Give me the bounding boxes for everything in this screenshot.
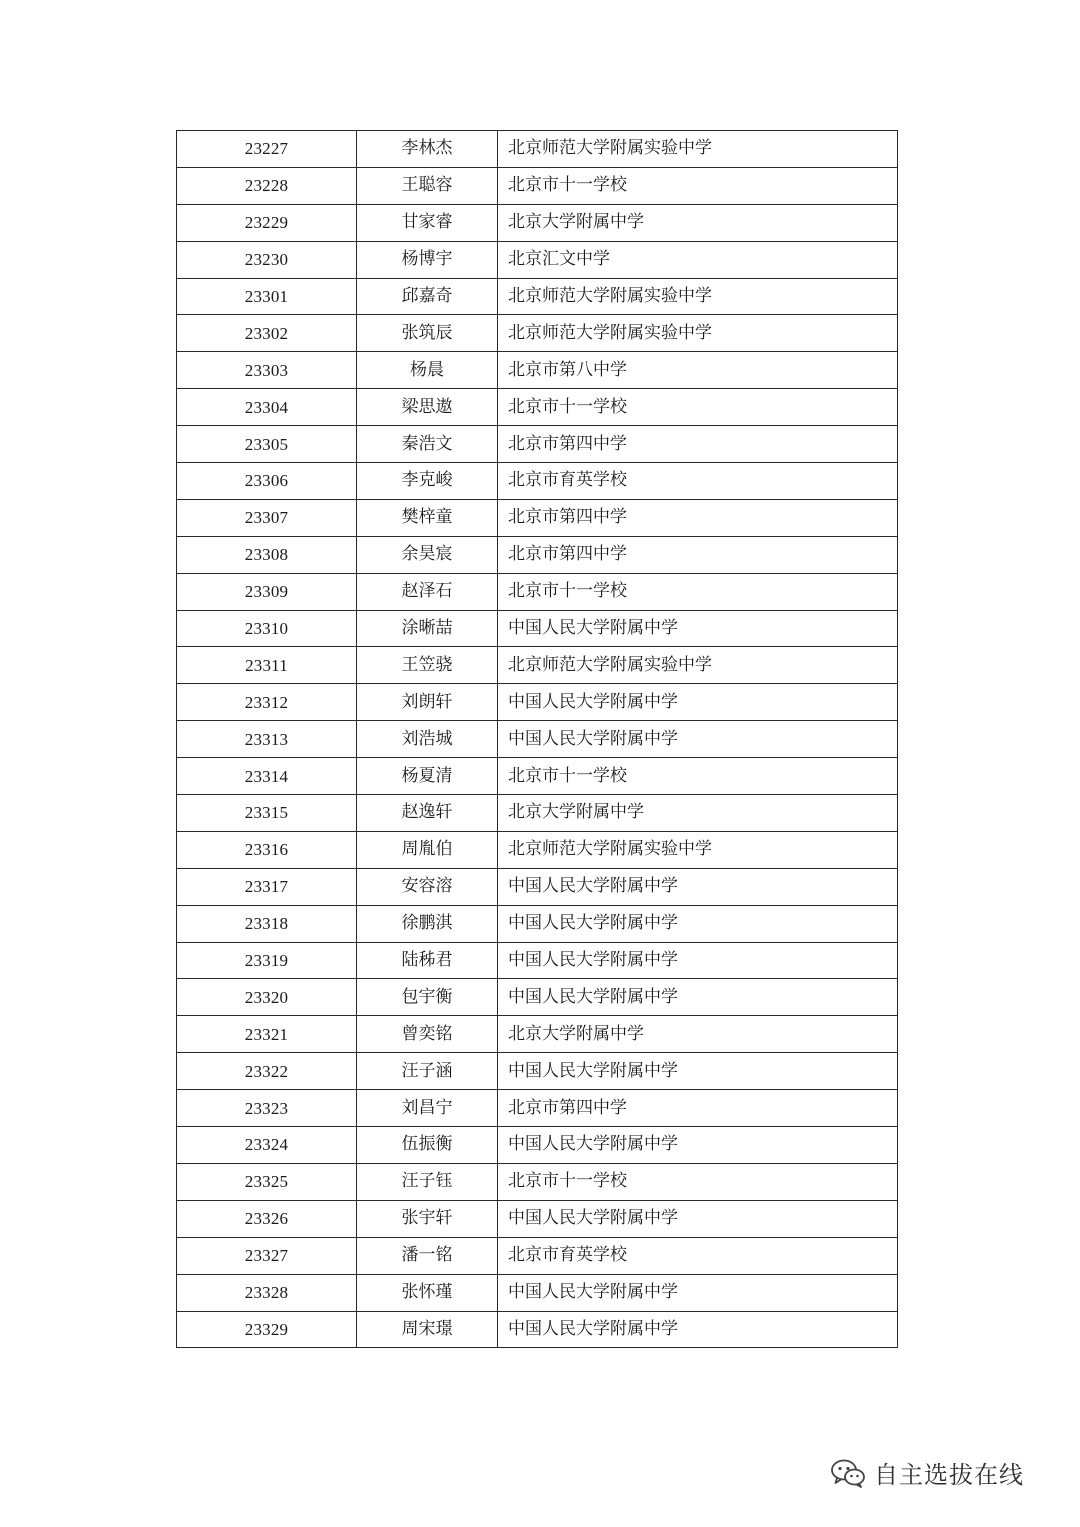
student-name-cell: 梁思遨: [357, 389, 498, 426]
student-name-cell: 刘昌宁: [357, 1090, 498, 1127]
school-name-cell: 中国人民大学附属中学: [498, 1311, 898, 1348]
student-name-cell: 安容溶: [357, 868, 498, 905]
table-row: [177, 795, 898, 832]
student-name-cell: 杨博宇: [357, 241, 498, 278]
table-row: [177, 573, 898, 610]
school-name-cell: 中国人民大学附属中学: [498, 979, 898, 1016]
student-name-cell: 涂晰喆: [357, 610, 498, 647]
table-row: [177, 1016, 898, 1053]
school-name-cell: 中国人民大学附属中学: [498, 942, 898, 979]
school-name-cell: 中国人民大学附属中学: [498, 721, 898, 758]
student-id-cell: 23308: [177, 536, 357, 573]
table-row: [177, 241, 898, 278]
table-row: [177, 315, 898, 352]
school-name-cell: 北京市第四中学: [498, 426, 898, 463]
student-id-cell: 23316: [177, 831, 357, 868]
student-id-cell: 23319: [177, 942, 357, 979]
student-name-cell: 王聪容: [357, 167, 498, 204]
student-name-cell: 包宇衡: [357, 979, 498, 1016]
school-name-cell: 北京师范大学附属实验中学: [498, 278, 898, 315]
student-id-cell: 23312: [177, 684, 357, 721]
table-row: [177, 352, 898, 389]
school-name-cell: 北京师范大学附属实验中学: [498, 131, 898, 168]
student-id-cell: 23318: [177, 905, 357, 942]
student-id-cell: 23309: [177, 573, 357, 610]
student-id-cell: 23328: [177, 1274, 357, 1311]
student-id-cell: 23229: [177, 204, 357, 241]
student-name-cell: 潘一铭: [357, 1237, 498, 1274]
student-id-cell: 23227: [177, 131, 357, 168]
table-row: [177, 131, 898, 168]
student-id-cell: 23320: [177, 979, 357, 1016]
student-name-cell: 余昊宸: [357, 536, 498, 573]
student-id-cell: 23326: [177, 1200, 357, 1237]
school-name-cell: 北京师范大学附属实验中学: [498, 647, 898, 684]
school-name-cell: 中国人民大学附属中学: [498, 868, 898, 905]
student-id-cell: 23310: [177, 610, 357, 647]
student-roster-table: [176, 130, 898, 1348]
student-name-cell: 汪子钰: [357, 1163, 498, 1200]
student-name-cell: 赵泽石: [357, 573, 498, 610]
student-id-cell: 23323: [177, 1090, 357, 1127]
student-name-cell: 陆秭君: [357, 942, 498, 979]
table-row: [177, 499, 898, 536]
student-id-cell: 23304: [177, 389, 357, 426]
school-name-cell: 中国人民大学附属中学: [498, 905, 898, 942]
student-id-cell: 23322: [177, 1053, 357, 1090]
student-id-cell: 23317: [177, 868, 357, 905]
school-name-cell: 北京市十一学校: [498, 389, 898, 426]
student-name-cell: 甘家睿: [357, 204, 498, 241]
school-name-cell: 北京市十一学校: [498, 167, 898, 204]
student-id-cell: 23329: [177, 1311, 357, 1348]
table-row: [177, 1163, 898, 1200]
student-name-cell: 张怀瑾: [357, 1274, 498, 1311]
table-row: [177, 610, 898, 647]
school-name-cell: 中国人民大学附属中学: [498, 610, 898, 647]
student-name-cell: 杨夏清: [357, 758, 498, 795]
student-name-cell: 刘朗轩: [357, 684, 498, 721]
table-row: [177, 1090, 898, 1127]
school-name-cell: 北京市十一学校: [498, 758, 898, 795]
table-row: [177, 1053, 898, 1090]
student-id-cell: 23315: [177, 795, 357, 832]
table-row: [177, 758, 898, 795]
table-row: [177, 1127, 898, 1164]
school-name-cell: 北京师范大学附属实验中学: [498, 315, 898, 352]
student-id-cell: 23324: [177, 1127, 357, 1164]
student-id-cell: 23305: [177, 426, 357, 463]
table-row: [177, 868, 898, 905]
table-row: [177, 721, 898, 758]
school-name-cell: 北京市第八中学: [498, 352, 898, 389]
school-name-cell: 北京市第四中学: [498, 536, 898, 573]
table-row: [177, 204, 898, 241]
table-row: [177, 1200, 898, 1237]
student-id-cell: 23306: [177, 463, 357, 500]
student-name-cell: 邱嘉奇: [357, 278, 498, 315]
table-row: [177, 1274, 898, 1311]
student-id-cell: 23321: [177, 1016, 357, 1053]
table-row: [177, 167, 898, 204]
student-name-cell: 伍振衡: [357, 1127, 498, 1164]
table-row: [177, 647, 898, 684]
table-row: [177, 1237, 898, 1274]
school-name-cell: 北京市第四中学: [498, 499, 898, 536]
school-name-cell: 北京大学附属中学: [498, 1016, 898, 1053]
roster-body: [177, 131, 898, 1348]
school-name-cell: 北京大学附属中学: [498, 204, 898, 241]
student-id-cell: 23307: [177, 499, 357, 536]
student-name-cell: 王笠骁: [357, 647, 498, 684]
student-name-cell: 周宋璟: [357, 1311, 498, 1348]
student-id-cell: 23327: [177, 1237, 357, 1274]
school-name-cell: 北京市育英学校: [498, 1237, 898, 1274]
wechat-icon: [830, 1458, 866, 1488]
student-name-cell: 杨晨: [357, 352, 498, 389]
student-id-cell: 23228: [177, 167, 357, 204]
student-id-cell: 23311: [177, 647, 357, 684]
school-name-cell: 北京汇文中学: [498, 241, 898, 278]
student-id-cell: 23314: [177, 758, 357, 795]
school-name-cell: 北京市第四中学: [498, 1090, 898, 1127]
school-name-cell: 中国人民大学附属中学: [498, 1200, 898, 1237]
student-name-cell: 周胤伯: [357, 831, 498, 868]
student-name-cell: 樊梓童: [357, 499, 498, 536]
student-id-cell: 23325: [177, 1163, 357, 1200]
student-id-cell: 23230: [177, 241, 357, 278]
table-row: [177, 905, 898, 942]
table-row: [177, 979, 898, 1016]
watermark: [830, 1455, 1024, 1490]
table-row: [177, 278, 898, 315]
student-name-cell: 张宇轩: [357, 1200, 498, 1237]
school-name-cell: 中国人民大学附属中学: [498, 1127, 898, 1164]
watermark-text: 自主选拔在线: [874, 1461, 1024, 1489]
student-name-cell: 刘浩城: [357, 721, 498, 758]
student-name-cell: 李林杰: [357, 131, 498, 168]
student-name-cell: 秦浩文: [357, 426, 498, 463]
table-row: [177, 1311, 898, 1348]
student-id-cell: 23302: [177, 315, 357, 352]
school-name-cell: 北京大学附属中学: [498, 795, 898, 832]
student-name-cell: 李克峻: [357, 463, 498, 500]
table-row: [177, 463, 898, 500]
school-name-cell: 中国人民大学附属中学: [498, 684, 898, 721]
school-name-cell: 北京市十一学校: [498, 573, 898, 610]
student-id-cell: 23313: [177, 721, 357, 758]
student-name-cell: 赵逸轩: [357, 795, 498, 832]
school-name-cell: 北京市十一学校: [498, 1163, 898, 1200]
school-name-cell: 北京师范大学附属实验中学: [498, 831, 898, 868]
school-name-cell: 北京市育英学校: [498, 463, 898, 500]
student-name-cell: 徐鹏淇: [357, 905, 498, 942]
table-row: [177, 536, 898, 573]
student-name-cell: 汪子涵: [357, 1053, 498, 1090]
table-row: [177, 389, 898, 426]
student-name-cell: 张筑辰: [357, 315, 498, 352]
school-name-cell: 中国人民大学附属中学: [498, 1053, 898, 1090]
table-row: [177, 831, 898, 868]
table-row: [177, 942, 898, 979]
student-id-cell: 23301: [177, 278, 357, 315]
student-id-cell: 23303: [177, 352, 357, 389]
table-row: [177, 684, 898, 721]
table-row: [177, 426, 898, 463]
school-name-cell: 中国人民大学附属中学: [498, 1274, 898, 1311]
student-name-cell: 曾奕铭: [357, 1016, 498, 1053]
